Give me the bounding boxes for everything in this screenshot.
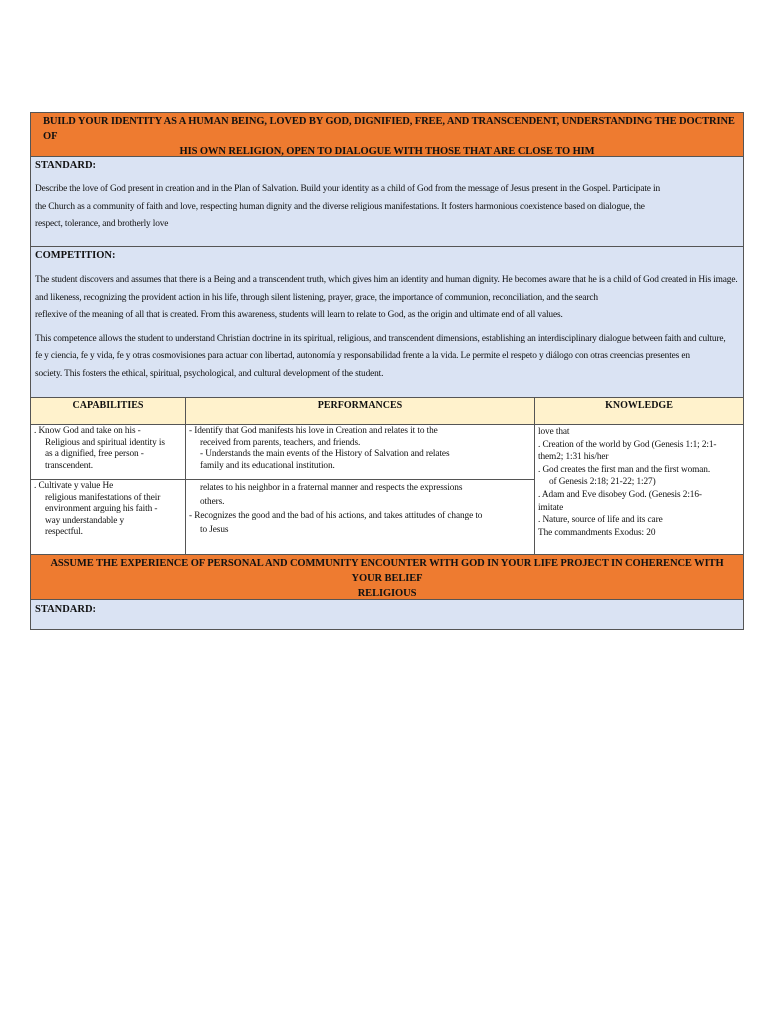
table-body	[30, 425, 744, 555]
performances-row1: - Identify that God manifests his love in Creation and relates it to the received from parents, teachers, and friends. - Understands the main events of the History of Salvation and relates family and its educational institution.	[189, 426, 450, 471]
section1-title-line1: BUILD YOUR IDENTITY AS A HUMAN BEING, LOVED BY GOD, DIGNIFIED, FREE, AND TRANSCENDENT, UNDERSTANDING THE DOCTRINE OF	[43, 116, 735, 142]
section2-standard-block	[30, 600, 744, 630]
section2-title-line2: RELIGIOUS	[357, 588, 417, 599]
section1-title	[30, 112, 744, 157]
curriculum-document	[30, 112, 744, 630]
section1-title-line2: HIS OWN RELIGION, OPEN TO DIALOGUE WITH THOSE THAT ARE CLOSE TO HIM	[179, 146, 595, 157]
knowledge-list: love that . Creation of the world by God (Genesis 1:1; 2:1- them2; 1:31 his/her . God creates the first man and the first woman. of Genesis 2:18; 21-22; 1:27) . Adam and Eve disobey God. (Genesis 2:16- imitate . Nature, source of life and its care The commandments Exodus: 20	[538, 427, 717, 538]
knowledge-cell	[535, 425, 743, 554]
section2-title-line1: ASSUME THE EXPERIENCE OF PERSONAL AND COMMUNITY ENCOUNTER WITH GOD IN YOUR LIFE PROJECT IN COHERENCE WITH YOUR BELIEF	[50, 558, 724, 584]
header-performances: PERFORMANCES	[186, 398, 535, 424]
capabilities-row2: . Cultivate y value He religious manifestations of their environment arguing his faith - way understandable y respectful.	[31, 479, 185, 540]
performances-row2: relates to his neighbor in a fraternal manner and respects the expressions others. - Recognizes the good and the bad of his actions, and takes attitudes of change to to Jesus	[186, 479, 534, 538]
competition-text: The student discovers and assumes that there is a Being and a transcendent truth, which gives him an identity and human dignity. He becomes aware that he is a child of God created in His image. and likeness, recognizing the provident action in his life, through silent listening, prayer, grace, the importance of communion, reconciliation, and the search reflexive of the meaning of all that is created. From this awareness, students will learn to relate to God, as the origin and ultimate end of all values.	[35, 275, 738, 320]
table-header-row	[30, 398, 744, 425]
standard-block	[30, 157, 744, 247]
section2-standard-label: STANDARD:	[35, 604, 97, 615]
header-capabilities: CAPABILITIES	[31, 398, 186, 424]
performances-cell	[186, 425, 535, 554]
competition-label: COMPETITION:	[35, 250, 116, 261]
competition-block	[30, 247, 744, 398]
standard-label: STANDARD:	[35, 160, 97, 171]
capabilities-row1: . Know God and take on his - Religious and spiritual identity is as a dignified, free person - transcendent.	[34, 426, 165, 471]
competition-text-2: This competence allows the student to understand Christian doctrine in its spiritual, religious, and transcendent dimensions, establishing an interdisciplinary dialogue between faith and culture, fe y ciencia, fe y vida, fe y otras cosmovisiones para actuar con libertad, autonomía y responsabilidad frente a la vida. Le permite el respeto y diálogo con otras creencias presentes en society. This fosters the ethical, spiritual, psychological, and cultural development of the student.	[35, 333, 726, 379]
capabilities-cell	[31, 425, 186, 554]
section2-title	[30, 555, 744, 600]
header-knowledge: KNOWLEDGE	[605, 400, 673, 411]
standard-text: Describe the love of God present in creation and in the Plan of Salvation. Build your identity as a child of God from the message of Jesus present in the Gospel. Participate in the Church as a community of faith and love, respecting human dignity and the diverse religious manifestations. It fosters harmonious coexistence based on dialogue, the respect, tolerance, and brotherly love	[35, 184, 661, 229]
